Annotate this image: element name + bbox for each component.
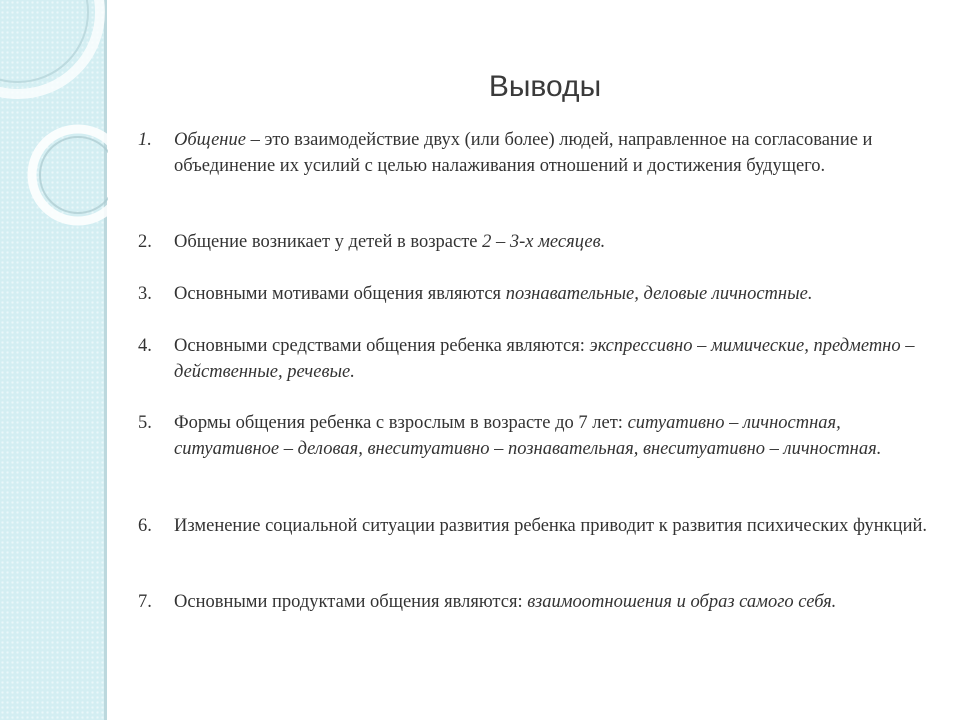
slide-title: Выводы xyxy=(488,70,602,103)
item-text-regular: Общение возникает у детей в возрасте xyxy=(174,232,483,252)
item-text xyxy=(174,281,928,307)
list-item xyxy=(138,410,928,462)
decorative-circles xyxy=(0,0,108,260)
item-text-regular: – это взаимодействие двух (или более) людей, направленное на согласование и объединение их усилий с целью налаживания отношений и достижения будущего. xyxy=(174,130,873,176)
item-text-italic: экспрессивно – мимические, предметно – действенные, речевые. xyxy=(174,336,915,382)
list-item xyxy=(138,229,928,255)
item-text-italic: Общение xyxy=(174,130,246,150)
item-text xyxy=(174,513,928,539)
item-number: 2. xyxy=(138,232,152,252)
item-number: 3. xyxy=(138,284,152,304)
decor-ring-small-shadow xyxy=(40,137,108,213)
list-item xyxy=(138,513,928,539)
item-text-italic: 2 – 3-х месяцев. xyxy=(482,232,606,252)
item-text-regular: Основными средствами общения ребенка являются: xyxy=(174,336,590,356)
item-text xyxy=(174,333,928,385)
item-number: 4. xyxy=(138,336,152,356)
decor-circle-large xyxy=(0,0,100,94)
item-number: 7. xyxy=(138,592,152,612)
item-text-italic: познавательные, деловые личностные. xyxy=(505,284,813,304)
item-text-regular: Изменение социальной ситуации развития ребенка приводит к развития психических функций. xyxy=(174,516,927,536)
item-text-regular: Основными продуктами общения являются: xyxy=(174,592,528,612)
list-item xyxy=(138,333,928,385)
item-text xyxy=(174,229,928,255)
item-text-regular: Основными мотивами общения являются xyxy=(174,284,506,304)
item-text-regular: Формы общения ребенка с взрослым в возрасте до 7 лет: xyxy=(174,413,628,433)
list-item xyxy=(138,589,928,617)
item-number: 6. xyxy=(138,516,152,536)
item-text-italic: ситуативно – личностная, ситуативное – деловая, внеситуативно – познавательная, внеситуативно – личностная. xyxy=(174,413,882,459)
item-text xyxy=(174,410,928,462)
item-text xyxy=(174,587,928,617)
item-text xyxy=(174,127,928,179)
list-item xyxy=(138,127,928,179)
list-item xyxy=(138,281,928,307)
item-number: 1. xyxy=(138,130,152,150)
item-number: 5. xyxy=(138,413,152,433)
item-text-italic: взаимоотношения и образ самого себя. xyxy=(527,592,837,612)
